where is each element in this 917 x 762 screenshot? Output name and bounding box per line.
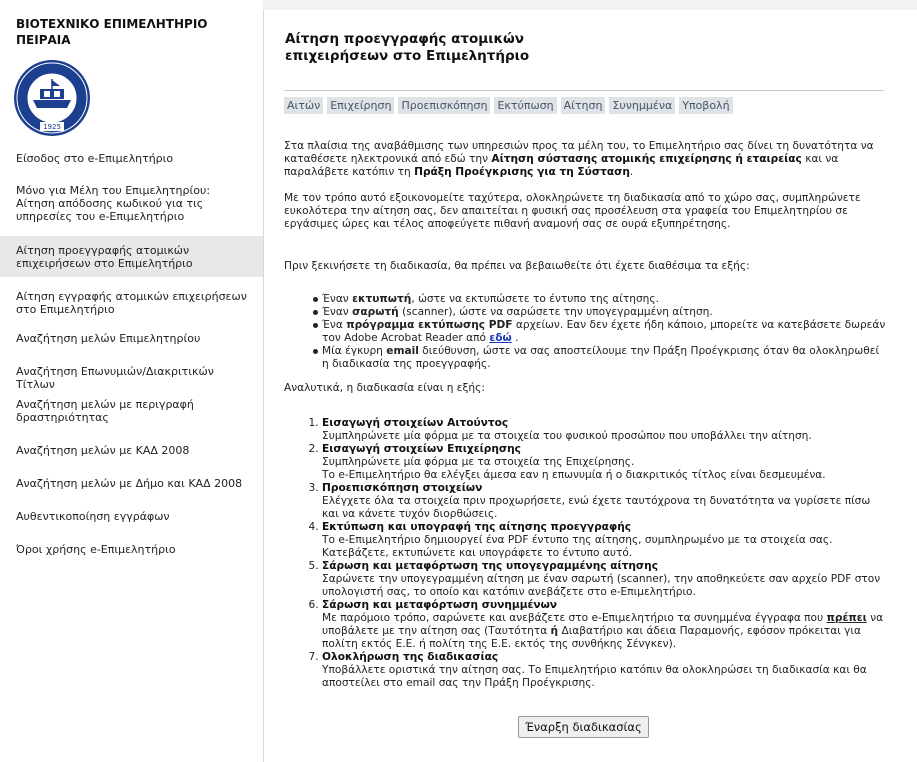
sidebar-item-municipality-kad-search[interactable]: Αναζήτηση μελών με Δήμο και ΚΑΔ 2008	[16, 477, 243, 490]
sidebar-item-login[interactable]: Είσοδος στο e-Επιμελητήριο	[16, 152, 174, 165]
step-description: Ελέγχετε όλα τα στοιχεία πριν προχωρήσετε, ενώ έχετε ταυτόχρονα τη δυνατότητα να γυρίσετε πίσω και να κάνετε τυχόν διορθώσεις.	[322, 495, 871, 520]
step-description: Το e-Επιμελητήριο θα ελέγξει άμεσα εαν η επωνυμία ή ο διακριτικός τίτλος είναι δεσμευμένα.	[322, 469, 826, 481]
sidebar	[0, 0, 263, 762]
list-item	[322, 443, 889, 482]
step-title: 7. Ολοκλήρωση της διαδικασίας	[322, 651, 499, 663]
sidebar-nav	[0, 140, 263, 568]
sidebar-item-preregistration[interactable]: Αίτηση προεγγραφής ατομικών επιχειρήσεων στο Επιμελητήριο	[0, 236, 263, 277]
org-title: ΒΙΟΤΕΧΝΙΚΟ ΕΠΙΜΕΛΗΤΗΡΙΟ ΠΕΙΡΑΙΑ	[16, 17, 208, 47]
requirements-list	[284, 293, 889, 371]
list-item	[322, 521, 889, 560]
list-item: Έναν σαρωτή (scanner), ώστε να σαρώσετε την υπογεγραμμένη αίτηση.	[322, 306, 889, 319]
steps-list	[284, 417, 889, 690]
sidebar-item-member-search[interactable]: Αναζήτηση μελών Επιμελητηρίου	[16, 332, 201, 345]
title-divider	[284, 90, 884, 91]
list-item	[322, 417, 889, 443]
main-panel	[263, 10, 917, 762]
step-description: Συμπληρώνετε μία φόρμα με τα στοιχεία του φυσικού προσώπου που υποβάλλει την αίτηση.	[322, 430, 812, 442]
sidebar-item-document-authentication[interactable]: Αυθεντικοποίηση εγγράφων	[16, 510, 170, 523]
sidebar-item-activity-search[interactable]: Αναζήτηση μελών με περιγραφή δραστηριότητας	[16, 398, 194, 424]
intro-paragraph-3: Πριν ξεκινήσετε τη διαδικασία, θα πρέπει να βεβαιωθείτε ότι έχετε διαθέσιμα τα εξής:	[284, 260, 750, 272]
tab-submit[interactable]: Υποβολή	[679, 97, 732, 114]
tab-application[interactable]: Αίτηση	[561, 97, 606, 114]
sidebar-item-code-request[interactable]: Μόνο για Μέλη του Επιμελητηρίου: Αίτηση απόδοσης κωδικού για τις υπηρεσίες του e-Επιμελητήριο	[16, 184, 211, 223]
list-item: Ένα πρόγραμμα εκτύπωσης PDF αρχείων. Εαν δεν έχετε ήδη κάποιο, μπορείτε να κατεβάσετε δωρεάν τον Adobe Acrobat Reader από εδώ .	[322, 319, 889, 345]
tab-print[interactable]: Εκτύπωση	[494, 97, 556, 114]
list-item	[322, 560, 889, 599]
tab-preview[interactable]: Προεπισκόπηση	[398, 97, 490, 114]
tab-applicant[interactable]: Αιτών	[284, 97, 323, 114]
sidebar-item-terms-of-use[interactable]: Όροι χρήσης e-Επιμελητήριο	[16, 543, 176, 556]
step-title: 3. Προεπισκόπηση στοιχείων	[322, 482, 483, 494]
list-item	[322, 651, 889, 690]
steps-intro: Αναλυτικά, η διαδικασία είναι η εξής:	[284, 382, 485, 394]
tab-business[interactable]: Επιχείρηση	[327, 97, 394, 114]
start-process-button[interactable]: Έναρξη διαδικασίας	[518, 716, 649, 738]
logo-year: 1925	[43, 123, 61, 131]
acrobat-download-link[interactable]: εδώ	[489, 332, 512, 344]
list-item: Μία έγκυρη email διεύθυνση, ώστε να σας αποστείλουμε την Πράξη Προέγκρισης όταν θα ολοκληρωθεί η διαδικασία της προεγγραφής.	[322, 345, 889, 371]
list-item: Έναν εκτυπωτή, ώστε να εκτυπώσετε το έντυπο της αίτησης.	[322, 293, 889, 306]
intro-paragraph-2: Με τον τρόπο αυτό εξοικονομείτε ταχύτερα, ολοκληρώνετε τη διαδικασία από το χώρο σας, συμπληρώνετε ευκολότερα την αίτηση σας, δεν απαιτείται η φυσική σας προσέλευση στα γραφεία του Επιμελητηρίου σε εργάσιμες ώρες και τέλος αποφεύγετε πιθανή αναμονή σας σε ουρά εξυπηρέτησης.	[284, 192, 861, 230]
sidebar-item-title-search[interactable]: Αναζήτηση Επωνυμιών/Διακριτικών Τίτλων	[16, 365, 214, 391]
list-item	[322, 599, 889, 651]
step-description: Σαρώνετε την υπογεγραμμένη αίτηση με έναν σαρωτή (scanner), την αποθηκεύετε σαν αρχείο PDF στον υπολογιστή σας, το οποίο και κατόπιν ανεβάζετε στο e-Επιμελητήριο.	[322, 573, 881, 598]
tab-attachments[interactable]: Συνημμένα	[609, 97, 675, 114]
step-title: 2. Εισαγωγή στοιχείων Επιχείρησης	[322, 443, 521, 455]
list-item	[322, 482, 889, 521]
step-description: Συμπληρώνετε μία φόρμα με τα στοιχεία της Επιχείρησης.	[322, 456, 635, 468]
step-title: 1. Εισαγωγή στοιχείων Αιτούντος	[322, 417, 509, 429]
intro-text	[284, 140, 889, 273]
wizard-tabs	[284, 97, 733, 114]
step-title: 5. Σάρωση και μεταφόρτωση της υπογεγραμμένης αίτησης	[322, 560, 658, 572]
step-description: Υποβάλλετε οριστικά την αίτηση σας. Το Επιμελητήριο κατόπιν θα ολοκληρώσει τη διαδικασία και θα αποστείλει στο email σας την Πράξη Προέγκρισης.	[322, 664, 867, 689]
step-title: 4. Εκτύπωση και υπογραφή της αίτησης προεγγραφής	[322, 521, 632, 533]
sidebar-item-registration[interactable]: Αίτηση εγγραφής ατομικών επιχειρήσεων στο Επιμελητήριο	[16, 290, 247, 316]
page-title: Αίτηση προεγγραφής ατομικών επιχειρήσεων στο Επιμελητήριο	[285, 31, 530, 64]
step-title: 6. Σάρωση και μεταφόρτωση συνημμένων	[322, 599, 558, 611]
step-description: Με παρόμοιο τρόπο, σαρώνετε και ανεβάζετε στο e-Επιμελητήριο τα συνημμένα έγγραφα που πρέπει να υποβάλετε με την αίτηση σας (Ταυτότητα ή Διαβατήριο και άδεια Παραμονής, εφόσον πρόκειται για πολίτη εκτός Ε.Ε. ή πολίτη της Ε.Ε. εκτός της συνθήκης Σένγκεν).	[322, 612, 884, 650]
sidebar-item-kad-search[interactable]: Αναζήτηση μελών με ΚΑΔ 2008	[16, 444, 190, 457]
chamber-seal-logo	[13, 59, 91, 137]
intro-paragraph-1: Στα πλαίσια της αναβάθμισης των υπηρεσιών προς τα μέλη του, το Επιμελητήριο σας δίνει τη δυνατότητα να καταθέσετε ηλεκτρονικά από εδώ την Αίτηση σύστασης ατομικής επιχείρησης ή εταιρείας και να παραλάβετε κατόπιν τη Πράξη Προέγκρισης για τη Σύσταση.	[284, 140, 874, 178]
step-description: Το e-Επιμελητήριο δημιουργεί ένα PDF έντυπο της αίτησης, συμπληρωμένο με τα στοιχεία σας. Κατεβάζετε, εκτυπώνετε και υπογράφετε το έντυπο αυτό.	[322, 534, 833, 559]
